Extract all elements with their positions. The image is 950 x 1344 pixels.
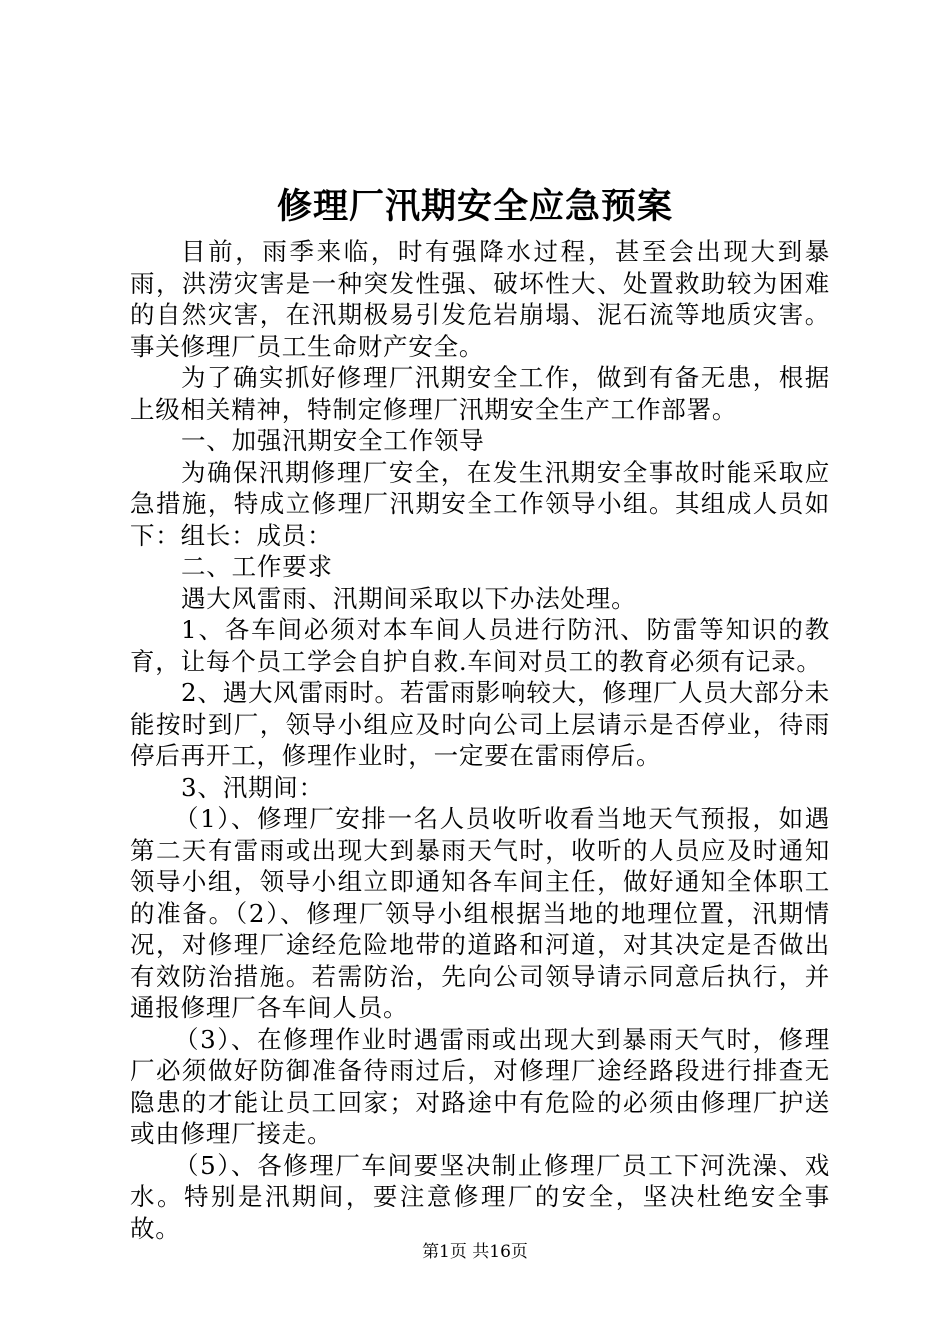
paragraph-item-2: 2、遇大风雷雨时。若雷雨影响较大，修理厂人员大部分未能按时到厂，领导小组应及时向公司上层请示是否停业，待雨停后再开工，修理作业时，一定要在雷雨停后。 <box>130 678 830 770</box>
paragraph-subitem-5: （5）、各修理厂车间要坚决制止修理厂员工下河洗澡、戏水。特别是汛期间，要注意修理厂的安全，坚决杜绝安全事故。 <box>130 1150 830 1243</box>
page-title: 修理厂汛期安全应急预案 <box>276 186 673 227</box>
paragraph-intro: 目前，雨季来临，时有强降水过程，甚至会出现大到暴雨，洪涝灾害是一种突发性强、破坏性大、处置救助较为困难的自然灾害，在汛期极易引发危岩崩塌、泥石流等地质灾害。事关修理厂员工生命财产安全。 <box>130 237 830 361</box>
section-heading-1: 一、加强汛期安全工作领导 <box>181 426 485 455</box>
paragraph-item-1: 1、各车间必须对本车间人员进行防汛、防雷等知识的教育，让每个员工学会自护自救.车间对员工的教育必须有记录。 <box>130 615 830 676</box>
paragraph-item-3: 3、汛期间： <box>181 772 324 802</box>
document-body <box>130 236 830 1244</box>
paragraph-purpose: 为了确实抓好修理厂汛期安全工作，做到有备无患，根据上级相关精神，特制定修理厂汛期安全生产工作部署。 <box>130 363 830 424</box>
paragraph-measures-intro: 遇大风雷雨、汛期间采取以下办法处理。 <box>181 583 637 613</box>
paragraph-subitem-3: （3）、在修理作业时遇雷雨或出现大到暴雨天气时，修理厂必须做好防御准备待雨过后，对修理厂途经路段进行排查无隐患的才能让员工回家；对路途中有危险的必须由修理厂护送或由修理厂接走。 <box>130 1024 830 1148</box>
section-heading-2: 二、工作要求 <box>181 552 333 581</box>
paragraph-leadership: 为确保汛期修理厂安全，在发生汛期安全事故时能采取应急措施，特成立修理厂汛期安全工作领导小组。其组成人员如下：组长：成员： <box>130 457 830 550</box>
paragraph-subitem-1-2: （1）、修理厂安排一名人员收听收看当地天气预报，如遇第二天有雷雨或出现大到暴雨天气时，收听的人员应及时通知领导小组，领导小组立即通知各车间主任，做好通知全体职工的准备。（2）、修理厂领导小组根据当地的地理位置，汛期情况，对修理厂途经危险地带的道路和河道，对其决定是否做出有效防治措施。若需防治，先向公司领导请示同意后执行，并通报修理厂各车间人员。 <box>130 804 830 1022</box>
page-number: 第1页 共16页 <box>422 1242 528 1262</box>
